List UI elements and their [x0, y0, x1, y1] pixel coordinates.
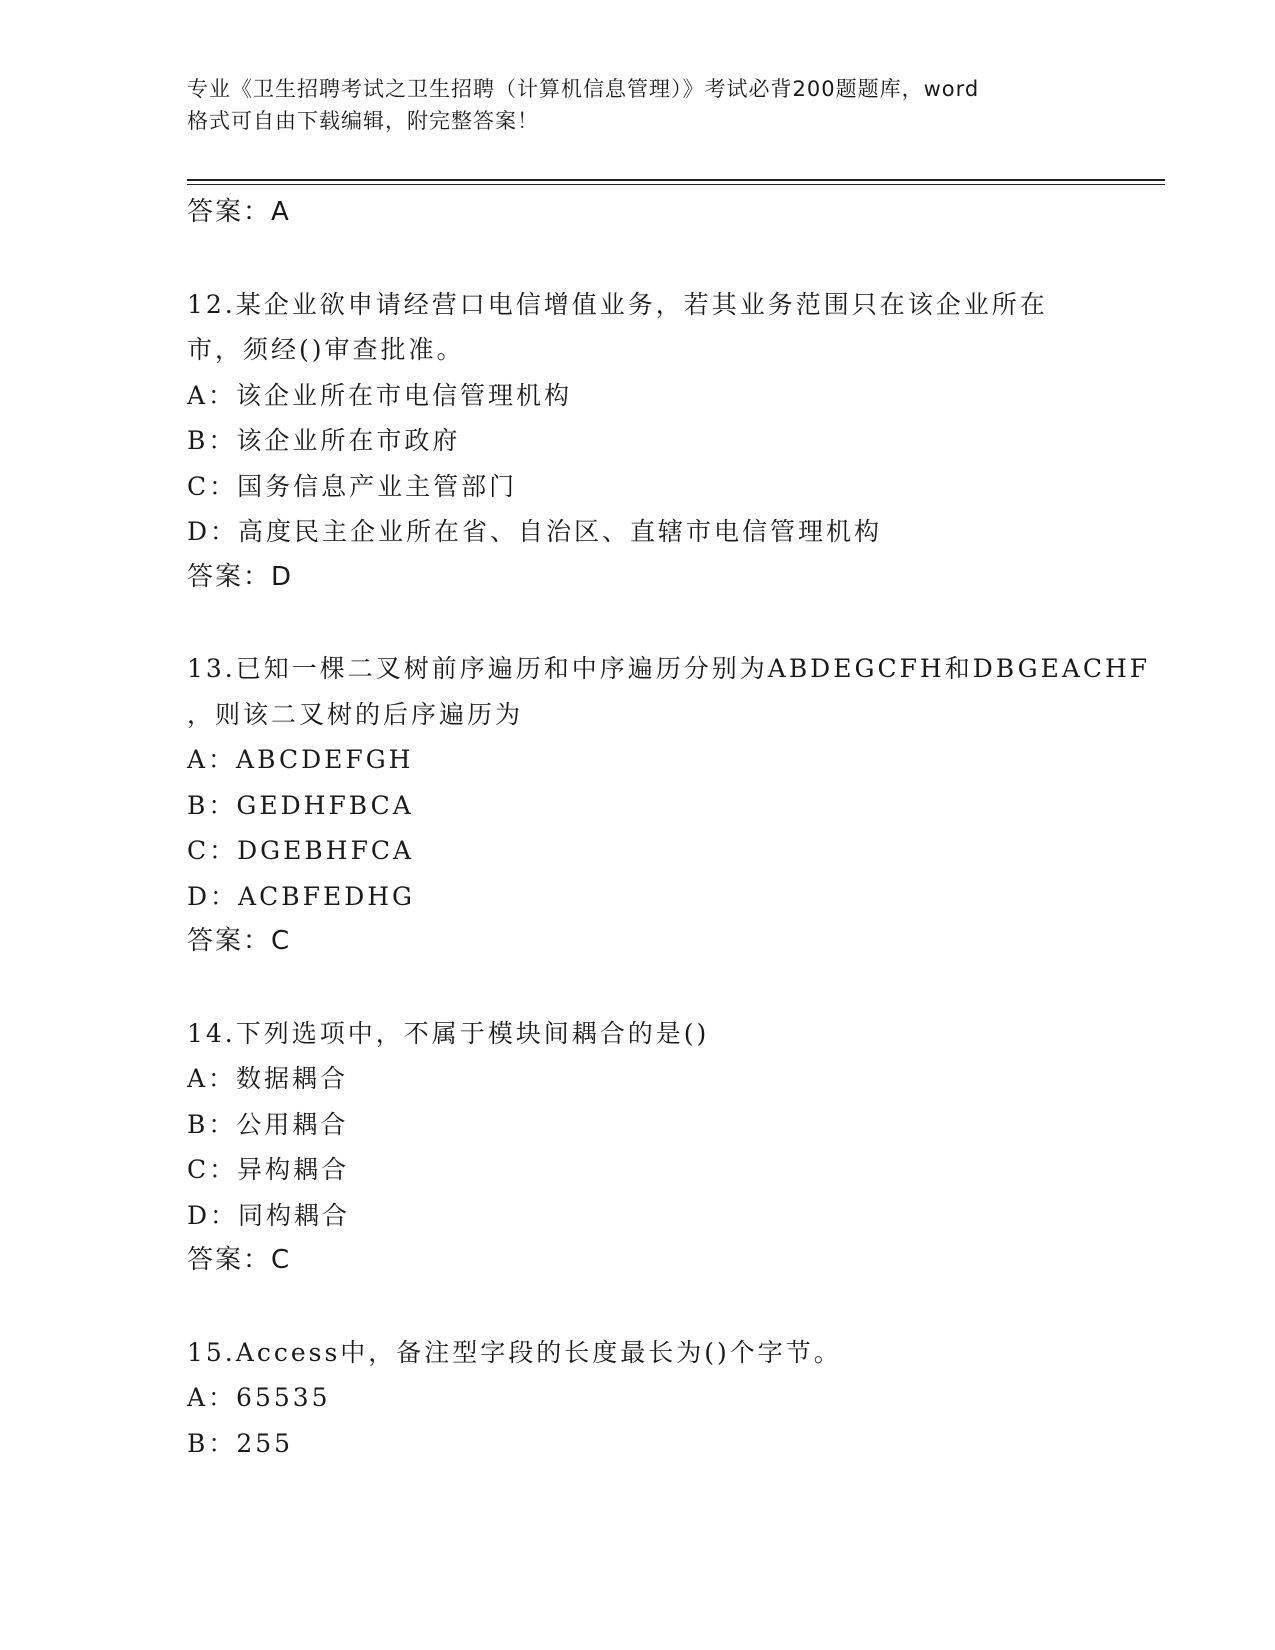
question-15 — [187, 1330, 1147, 1467]
document-header — [187, 73, 1087, 137]
option-a: A：65535 — [187, 1383, 331, 1412]
option-d: D：高度民主企业所在省、自治区、直辖市电信管理机构 — [187, 517, 883, 546]
option-c: C：国务信息产业主管部门 — [187, 471, 518, 501]
option-b: B：该企业所在市政府 — [187, 426, 461, 455]
question-stem: 14.下列选项中，不属于模块间耦合的是() — [187, 1018, 710, 1048]
option-a: A：该企业所在市电信管理机构 — [187, 380, 573, 410]
option-b: B：255 — [187, 1428, 294, 1458]
option-d: D：ACBFEDHG — [187, 881, 416, 911]
option-b: B：GEDHFBCA — [187, 790, 414, 820]
question-stem-continued: ，则该二叉树的后序遍历为 — [187, 699, 524, 729]
option-c: C：异构耦合 — [187, 1155, 350, 1184]
header-line-1: 专业《卫生招聘考试之卫生招聘（计算机信息管理）》考试必背200题题库，word — [187, 77, 980, 101]
question-13 — [187, 646, 1151, 965]
question-stem: 15.Access中，备注型字段的长度最长为()个字节。 — [187, 1337, 842, 1367]
answer-line: 答案：A — [187, 197, 291, 227]
option-b: B：公用耦合 — [187, 1109, 349, 1139]
option-a: A：ABCDEFGH — [187, 745, 414, 774]
header-divider — [187, 179, 1165, 181]
option-c: C：DGEBHFCA — [187, 836, 415, 865]
question-stem-continued: 市，须经()审查批准。 — [187, 335, 465, 364]
answer-line: 答案：C — [187, 926, 292, 956]
header-line-2: 格式可自由下载编辑，附完整答案！ — [187, 109, 539, 133]
question-12 — [187, 282, 1147, 601]
answer-line: 答案：C — [187, 1245, 292, 1275]
question-list — [187, 190, 1151, 1466]
question-stem: 13.已知一棵二叉树前序遍历和中序遍历分别为ABDEGCFH和DBGEACHF — [187, 654, 1151, 683]
option-a: A：数据耦合 — [187, 1064, 349, 1093]
answer-line: 答案：D — [187, 561, 294, 592]
option-d: D：同构耦合 — [187, 1200, 351, 1230]
question-stem: 12.某企业欲申请经营口电信增值业务，若其业务范围只在该企业所在 — [187, 289, 1048, 319]
question-14 — [187, 1011, 1147, 1284]
header-divider-thin — [187, 184, 1165, 185]
